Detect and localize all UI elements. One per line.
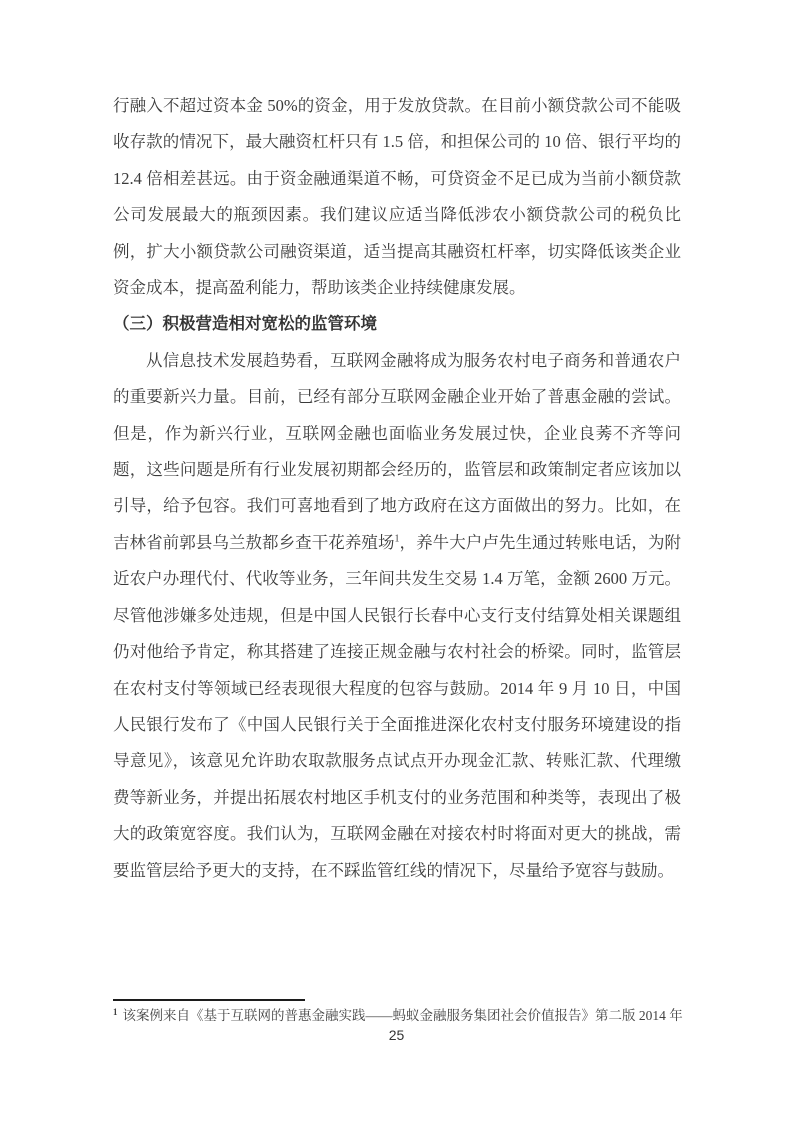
- footnote: [113, 1007, 685, 1025]
- document-body: [113, 88, 681, 889]
- paragraph-body-text-before-footnote: 从信息技术发展趋势看，互联网金融将成为服务农村电子商务和普通农户的重要新兴力量。目前，已经有部分互联网金融企业开始了普惠金融的尝试。但是，作为新兴行业，互联网金融也面临业务发展过快，企业良莠不齐等问题，这些问题是所有行业发展初期都会经历的，监管层和政策制定者应该加以引导，给予包容。我们可喜地看到了地方政府在这方面做出的努力。比如，在吉林省前郭县乌兰敖都乡查干花养殖场: [113, 350, 681, 552]
- paragraph-body: [113, 343, 681, 889]
- footnote-marker: 1: [113, 1006, 118, 1017]
- footnote-separator-rule: [113, 999, 305, 1001]
- footnote-text: 该案例来自《基于互联网的普惠金融实践——蚂蚁金融服务集团社会价值报告》第二版 2014 年: [122, 1008, 683, 1023]
- page-number: 25: [388, 1027, 405, 1043]
- paragraph-continuation: 行融入不超过资本金 50%的资金，用于发放贷款。在目前小额贷款公司不能吸收存款的情况下，最大融资杠杆只有 1.5 倍，和担保公司的 10 倍、银行平均的 12.4 倍相差甚远。由于资金融通渠道不畅，可贷资金不足已成为当前小额贷款公司发展最大的瓶颈因素。我们建议应适当降低涉农小额贷款公司的税负比例，扩大小额贷款公司融资渠道，适当提高其融资杠杆率，切实降低该类企业资金成本，提高盈利能力，帮助该类企业持续健康发展。: [113, 96, 681, 298]
- paragraph-body-text-after-footnote: ，养牛大户卢先生通过转账电话，为附近农户办理代付、代收等业务，三年间共发生交易 1.4 万笔，金额 2600 万元。尽管他涉嫌多处违规，但是中国人民银行长春中心支行支付结算处相关课题组仍对他给予肯定，称其搭建了连接正规金融与农村社会的桥梁。同时，监管层在农村支付等领域已经表现很大程度的包容与鼓励。2014 年 9 月 10 日，中国人民银行发布了《中国人民银行关于全面推进深化农村支付服务环境建设的指导意见》，该意见允许助农取款服务点试点开办现金汇款、转账汇款、代理缴费等新业务，并提出拓展农村地区手机支付的业务范围和种类等，表现出了极大的政策宽容度。我们认为，互联网金融在对接农村时将面对更大的挑战，需要监管层给予更大的支持，在不踩监管红线的情况下，尽量给予宽容与鼓励。: [113, 532, 681, 880]
- footnote-reference: 1: [394, 533, 400, 545]
- section-heading: （三）积极营造相对宽松的监管环境: [113, 314, 377, 334]
